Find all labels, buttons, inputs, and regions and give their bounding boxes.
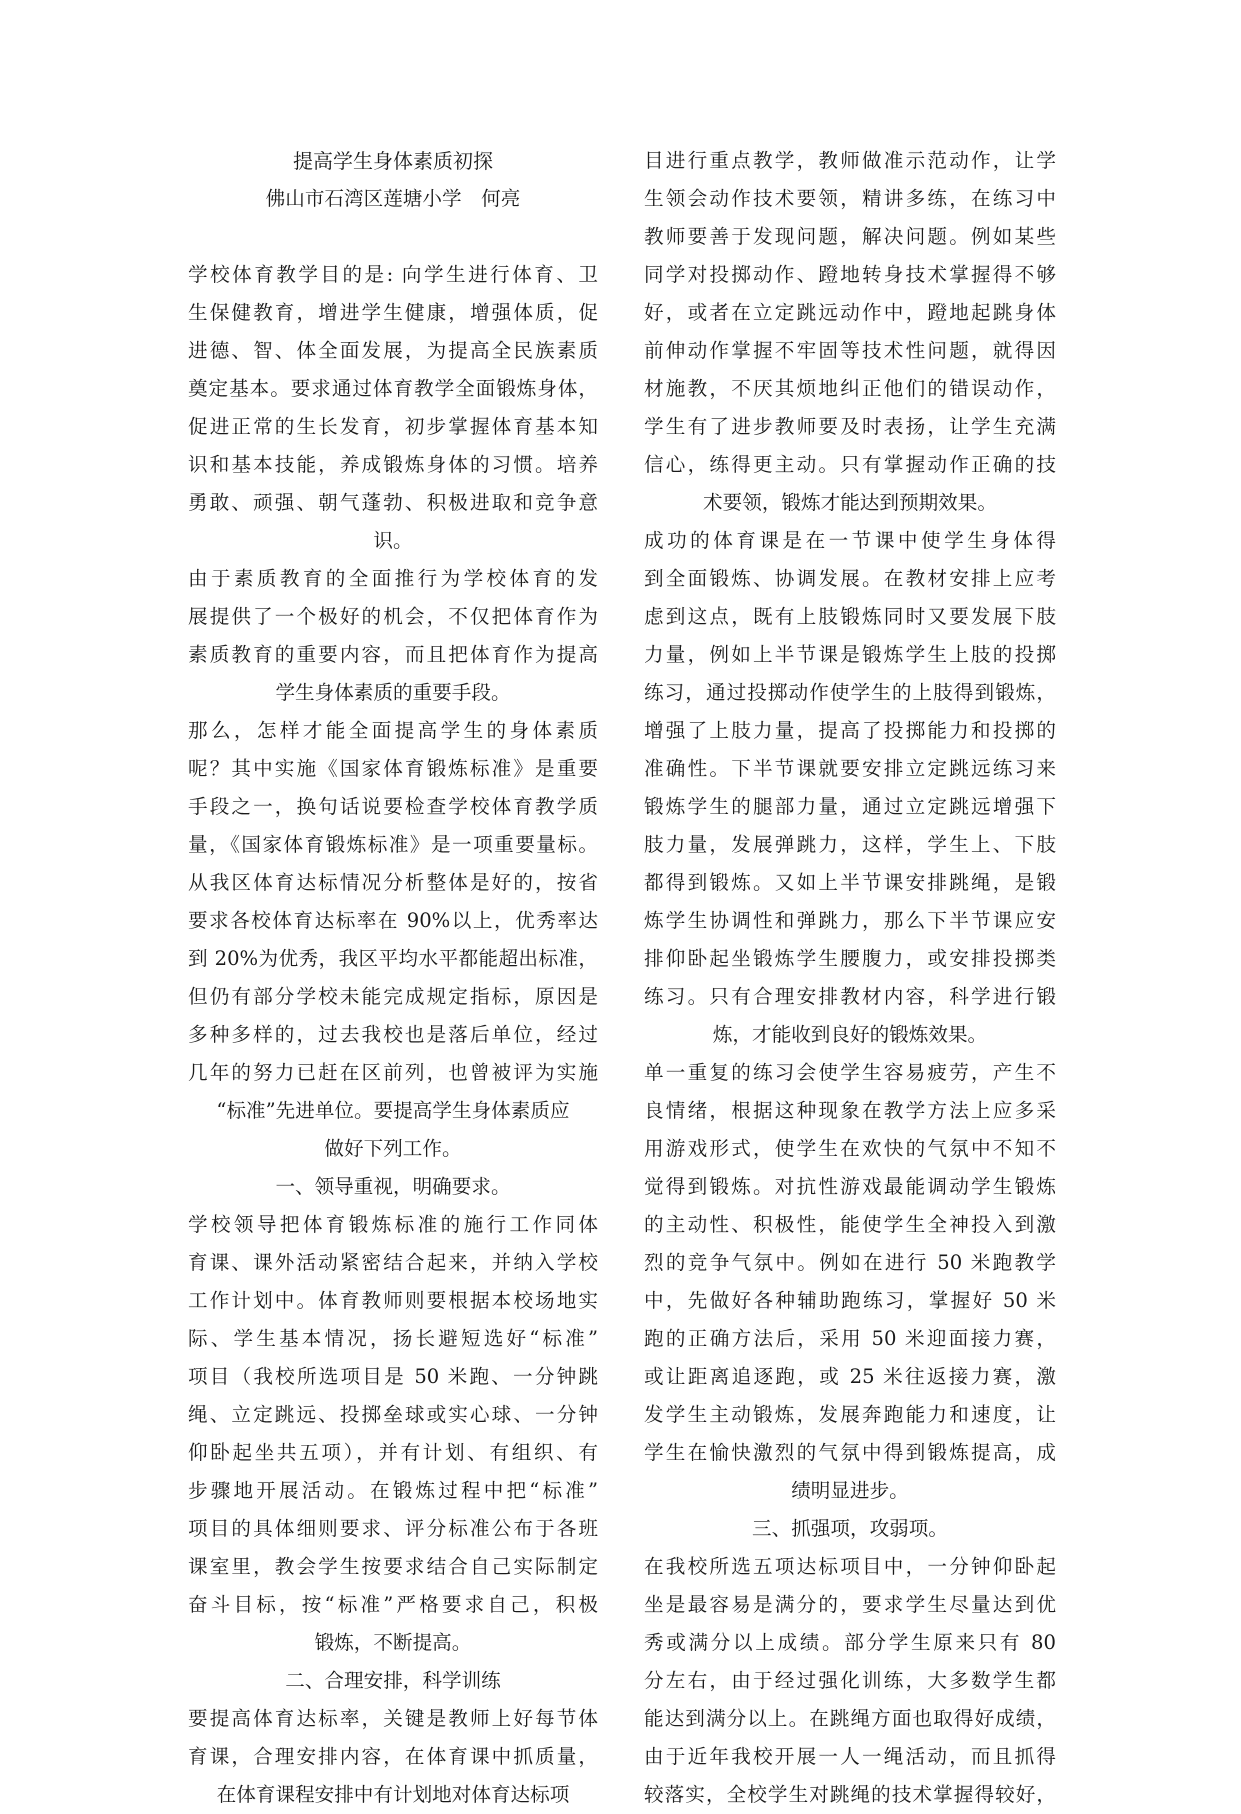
text-line: 成功的体育课是在一节课中使学生身体得 [644, 529, 1056, 552]
left-column [188, 142, 598, 1814]
text-line: 练习，通过投掷动作使学生的上肢得到锻炼， [644, 681, 1056, 704]
text-line: 炼，才能收到良好的锻炼效果。 [712, 1023, 988, 1046]
text-line: 素质教育的重要内容，而且把体育作为提高 [188, 643, 598, 666]
text-line: 育课，合理安排内容，在体育课中抓质量， [188, 1745, 598, 1768]
text-line: 生领会动作技术要领，精讲多练，在练习中 [644, 187, 1056, 210]
text-line: 良情绪，根据这种现象在教学方法上应多采 [644, 1099, 1056, 1122]
text-line: 虑到这点，既有上肢锻炼同时又要发展下肢 [644, 605, 1056, 628]
text-line: 一、领导重视，明确要求。 [275, 1175, 511, 1198]
text-line: 从我区体育达标情况分析整体是好的，按省 [188, 871, 598, 894]
text-line: 量，《国家体育锻炼标准》是一项重要量标。 [188, 833, 598, 856]
text-line: 课室里，教会学生按要求结合自己实际制定 [188, 1555, 598, 1578]
text-line: 要提高体育达标率，关键是教师上好每节体 [188, 1707, 598, 1730]
text-line: 识。 [373, 529, 413, 552]
text-line: 坐是最容易是满分的，要求学生尽量达到优 [644, 1593, 1056, 1616]
text-line: 进德、智、体全面发展，为提高全民族素质 [188, 339, 598, 362]
text-line: 同学对投掷动作、蹬地转身技术掌握得不够 [644, 263, 1056, 286]
text-line: 要求各校体育达标率在 90%以上，优秀率达 [188, 909, 598, 932]
text-line: 分左右，由于经过强化训练，大多数学生都 [644, 1669, 1056, 1692]
text-line: 中，先做好各种辅助跑练习，掌握好 50 米 [644, 1289, 1056, 1312]
text-line: 展提供了一个极好的机会，不仅把体育作为 [188, 605, 598, 628]
text-line: 术要领，锻炼才能达到预期效果。 [703, 491, 997, 514]
text-line: 发学生主动锻炼，发展奔跑能力和速度，让 [644, 1403, 1056, 1426]
text-line: 学生有了进步教师要及时表扬，让学生充满 [644, 415, 1056, 438]
text-line: 步骤地开展活动。在锻炼过程中把“标准” [188, 1479, 598, 1502]
text-line: 际、学生基本情况，扬长避短选好“标准” [188, 1327, 598, 1350]
text-line: 排仰卧起坐锻炼学生腰腹力，或安排投掷类 [644, 947, 1056, 970]
text-line: 到全面锻炼、协调发展。在教材安排上应考 [644, 567, 1056, 590]
text-line: 炼学生协调性和弹跳力，那么下半节课应安 [644, 909, 1056, 932]
text-line: 工作计划中。体育教师则要根据本校场地实 [188, 1289, 598, 1312]
text-line: 都得到锻炼。又如上半节课安排跳绳，是锻 [644, 871, 1056, 894]
text-line: 较落实，全校学生对跳绳的技术掌握得较好， [644, 1783, 1056, 1806]
right-column [644, 142, 1056, 1814]
text-line: 准确性。下半节课就要安排立定跳远练习来 [644, 757, 1056, 780]
text-line: 那么，怎样才能全面提高学生的身体素质 [188, 719, 598, 742]
text-line: 教师要善于发现问题，解决问题。例如某些 [644, 225, 1056, 248]
text-line: 锻炼，不断提高。 [314, 1631, 472, 1654]
text-line: 锻炼学生的腿部力量，通过立定跳远增强下 [644, 795, 1056, 818]
text-line: 奠定基本。要求通过体育教学全面锻炼身体， [188, 377, 598, 400]
article-title: 提高学生身体素质初探 [293, 149, 493, 173]
text-line: 呢？其中实施《国家体育锻炼标准》是重要 [188, 757, 598, 780]
text-line: 二、合理安排，科学训练 [285, 1669, 501, 1692]
text-line: 烈的竞争气氛中。例如在进行 50 米跑教学 [644, 1251, 1056, 1274]
text-line: 在体育课程安排中有计划地对体育达标项 [216, 1783, 570, 1806]
text-line: 前伸动作掌握不牢固等技术性问题，就得因 [644, 339, 1056, 362]
text-line: 仰卧起坐共五项），并有计划、有组织、有 [188, 1441, 598, 1464]
text-line: 增强了上肢力量，提高了投掷能力和投掷的 [644, 719, 1056, 742]
text-line: 几年的努力已赶在区前列，也曾被评为实施 [188, 1061, 598, 1084]
text-line: 做好下列工作。 [324, 1137, 462, 1160]
text-line: 能达到满分以上。在跳绳方面也取得好成绩， [644, 1707, 1056, 1730]
text-line: 单一重复的练习会使学生容易疲劳，产生不 [644, 1061, 1056, 1084]
text-line: 或让距离追逐跑，或 25 米往返接力赛，激 [644, 1365, 1056, 1388]
text-line: 力量，例如上半节课是锻炼学生上肢的投掷 [644, 643, 1056, 666]
text-line: 学校领导把体育锻炼标准的施行工作同体 [188, 1213, 598, 1236]
text-line: 目进行重点教学，教师做准示范动作，让学 [644, 149, 1056, 172]
text-line: 学生身体素质的重要手段。 [275, 681, 511, 704]
text-line: 奋斗目标，按“标准”严格要求自己，积极 [188, 1593, 598, 1616]
text-line: 项目（我校所选项目是 50 米跑、一分钟跳 [188, 1365, 598, 1388]
article-byline: 佛山市石湾区莲塘小学 何亮 [265, 187, 521, 210]
text-line: 手段之一，换句话说要检查学校体育教学质 [188, 795, 598, 818]
text-line: 好，或者在立定跳远动作中，蹬地起跳身体 [644, 301, 1056, 324]
text-line: 的主动性、积极性，能使学生全神投入到激 [644, 1213, 1056, 1236]
text-line: 生保健教育，增进学生健康，增强体质，促 [188, 301, 598, 324]
text-line: 育课、课外活动紧密结合起来，并纳入学校 [188, 1251, 598, 1274]
text-line: 材施教，不厌其烦地纠正他们的错误动作， [644, 377, 1056, 400]
text-line: 识和基本技能，养成锻炼身体的习惯。培养 [188, 453, 598, 476]
text-line: 多种多样的，过去我校也是落后单位，经过 [188, 1023, 598, 1046]
text-line: 由于素质教育的全面推行为学校体育的发 [188, 567, 598, 590]
text-line: 绩明显进步。 [791, 1479, 909, 1502]
text-line: 绳、立定跳远、投掷垒球或实心球、一分钟 [188, 1403, 598, 1426]
spacer [188, 218, 598, 256]
text-line: 练习。只有合理安排教材内容，科学进行锻 [644, 985, 1056, 1008]
text-line: 学生在愉快激烈的气氛中得到锻炼提高，成 [644, 1441, 1056, 1464]
text-line: 促进正常的生长发育，初步掌握体育基本知 [188, 415, 598, 438]
text-line: 三、抓强项，攻弱项。 [752, 1517, 948, 1540]
right-column-text [644, 142, 1056, 1814]
text-line: 信心，练得更主动。只有掌握动作正确的技 [644, 453, 1056, 476]
text-line: 肢力量，发展弹跳力，这样，学生上、下肢 [644, 833, 1056, 856]
text-line: 在我校所选五项达标项目中，一分钟仰卧起 [644, 1555, 1056, 1578]
text-line: 觉得到锻炼。对抗性游戏最能调动学生锻炼 [644, 1175, 1056, 1198]
text-line: 学校体育教学目的是: 向学生进行体育、卫 [188, 263, 598, 286]
text-line: 到 20%为优秀，我区平均水平都能超出标准， [188, 947, 598, 970]
text-line: 秀或满分以上成绩。部分学生原来只有 80 [644, 1631, 1056, 1654]
text-line: 用游戏形式，使学生在欢快的气氛中不知不 [644, 1137, 1056, 1160]
text-line: 勇敢、顽强、朝气蓬勃、积极进取和竞争意 [188, 491, 598, 514]
text-line: 跑的正确方法后，采用 50 米迎面接力赛， [644, 1327, 1056, 1350]
text-line: 但仍有部分学校未能完成规定指标，原因是 [188, 985, 598, 1008]
left-column-text [188, 256, 598, 1814]
text-line: 项目的具体细则要求、评分标准公布于各班 [188, 1517, 598, 1540]
text-line: “标准”先进单位。要提高学生身体素质应 [216, 1099, 570, 1122]
text-line: 由于近年我校开展一人一绳活动，而且抓得 [644, 1745, 1056, 1768]
